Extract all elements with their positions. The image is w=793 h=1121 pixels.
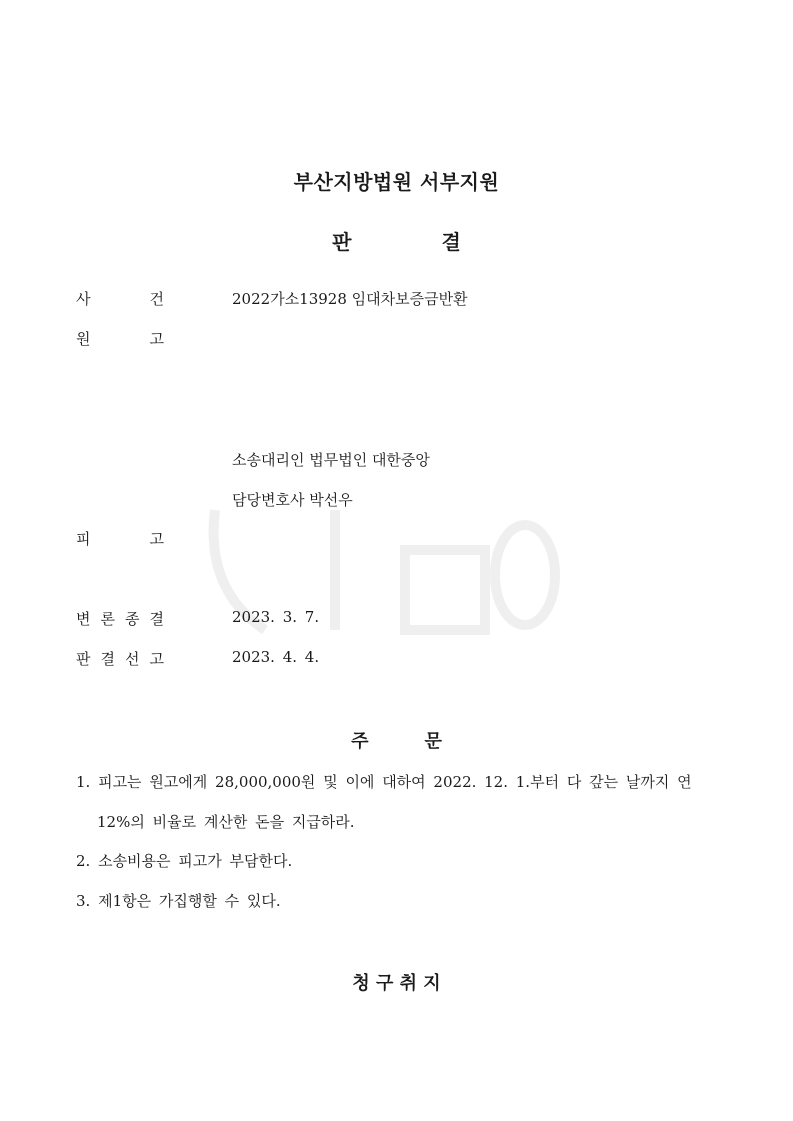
defendant-label: 피 고 xyxy=(76,530,164,548)
counsel-lawyer: 담당변호사 박선우 xyxy=(232,491,353,509)
judgment-date-label: 판 결 선 고 xyxy=(76,650,164,668)
document-title-char: 결 xyxy=(441,230,461,254)
court-name: 부산지방법원 서부지원 xyxy=(293,170,500,194)
order-item-1: 1. 피고는 원고에게 28,000,000원 및 이에 대하여 2022. 12. 1.부터 다 갚는 날까지 연 xyxy=(76,773,692,791)
closing-label: 변 론 종 결 xyxy=(76,610,164,628)
order-item-1-cont: 12%의 비율로 계산한 돈을 지급하라. xyxy=(97,813,355,831)
counsel-firm: 소송대리인 법무법인 대한중앙 xyxy=(232,451,430,469)
document-title-char: 판 xyxy=(332,230,352,254)
case-label: 사 건 xyxy=(76,290,164,308)
judgment-date: 2023. 4. 4. xyxy=(232,648,320,666)
order-item-2: 2. 소송비용은 피고가 부담한다. xyxy=(76,852,293,870)
plaintiff-label: 원 고 xyxy=(76,330,164,348)
order-item-3: 3. 제1항은 가집행할 수 있다. xyxy=(76,892,281,910)
closing-date: 2023. 3. 7. xyxy=(232,608,320,626)
document-title xyxy=(0,226,793,255)
claim-heading: 청 구 취 지 xyxy=(352,973,441,994)
order-heading: 주 문 xyxy=(351,731,442,752)
case-number: 2022가소13928 임대차보증금반환 xyxy=(232,290,468,308)
